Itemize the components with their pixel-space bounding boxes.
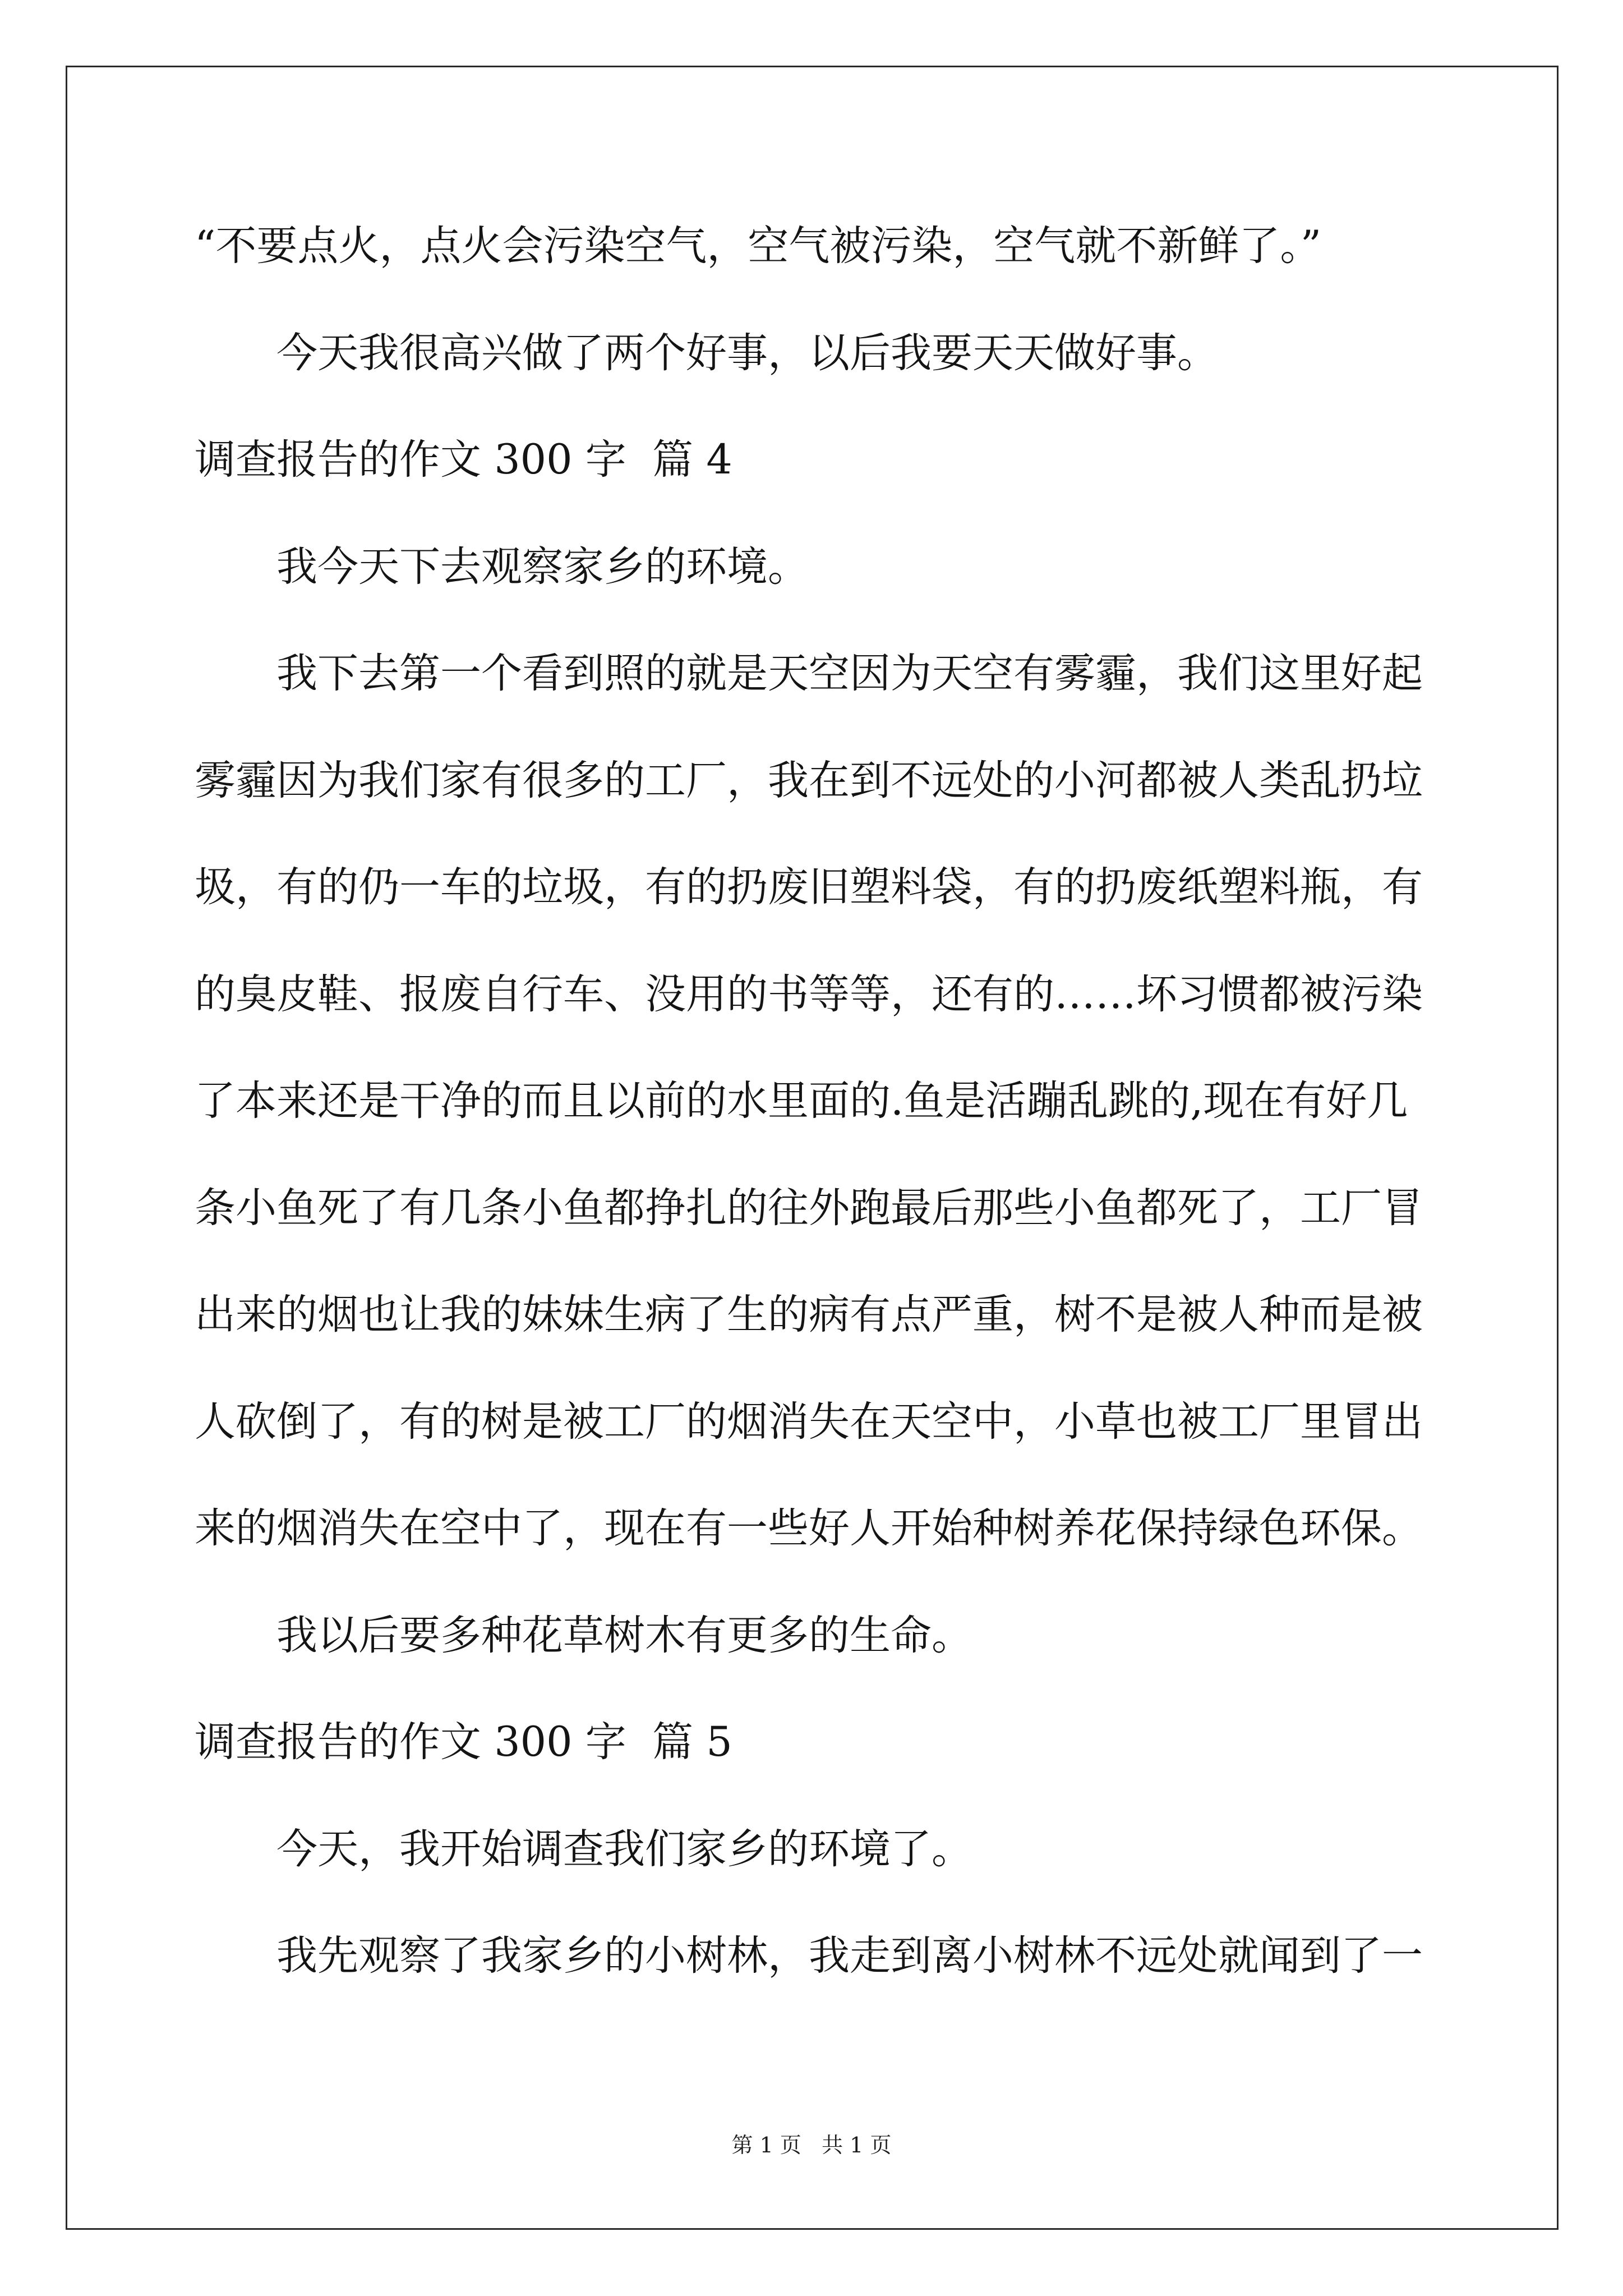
paragraph-line: 今天，我开始调查我们家乡的环境了。 <box>276 1825 972 1873</box>
paragraph-line: 来的烟消失在空中了，现在有一些好人开始种树养花保持绿色环保。 <box>195 1504 1423 1552</box>
paragraph-line: 了本来还是干净的而且以前的水里面的.鱼是活蹦乱跳的,现在有好几 <box>195 1077 1408 1125</box>
paragraph <box>195 1582 1496 1690</box>
paragraph-line: 雾霾因为我们家有很多的工厂，我在到不远处的小河都被人类乱扔垃 <box>195 756 1423 804</box>
paragraph <box>195 193 1496 300</box>
paragraph-line: 我今天下去观察家乡的环境。 <box>276 542 809 591</box>
paragraph-line: 的臭皮鞋、报废自行车、没用的书等等，还有的……坏习惯都被污染 <box>195 970 1423 1018</box>
paragraph <box>195 1903 1496 2010</box>
page-footer: 第 1 页 共 1 页 <box>731 2133 892 2157</box>
paragraph-line: “不要点火，点火会污染空气，空气被污染，空气就不新鲜了。” <box>195 222 1322 270</box>
section-heading: 调查报告的作文 300 字 篇 4 <box>195 436 732 484</box>
paragraph-line: 出来的烟也让我的妹妹生病了生的病有点严重，树不是被人种而是被 <box>195 1291 1423 1338</box>
paragraph-line: 我先观察了我家乡的小树林，我走到离小树林不远处就闻到了一 <box>276 1932 1423 1980</box>
section-heading: 调查报告的作文 300 字 篇 5 <box>195 1718 732 1766</box>
paragraph-line: 条小鱼死了有几条小鱼都挣扎的往外跑最后那些小鱼都死了，工厂冒 <box>195 1184 1423 1232</box>
paragraph <box>195 1796 1496 1903</box>
paragraph-line: 我以后要多种花草树木有更多的生命。 <box>276 1611 972 1659</box>
paragraph-line: 圾，有的仍一车的垃圾，有的扔废旧塑料袋，有的扔废纸塑料瓶，有 <box>195 863 1423 911</box>
paragraph-line: 人砍倒了，有的树是被工厂的烟消失在天空中，小草也被工厂里冒出 <box>195 1397 1423 1446</box>
paragraph <box>195 620 1496 1582</box>
paragraph <box>195 514 1496 621</box>
paragraph-line: 我下去第一个看到照的就是天空因为天空有雾霾，我们这里好起 <box>276 650 1423 697</box>
paragraph <box>195 300 1496 407</box>
paragraph-line: 今天我很高兴做了两个好事，以后我要天天做好事。 <box>276 329 1218 377</box>
document-body <box>195 193 1496 2010</box>
